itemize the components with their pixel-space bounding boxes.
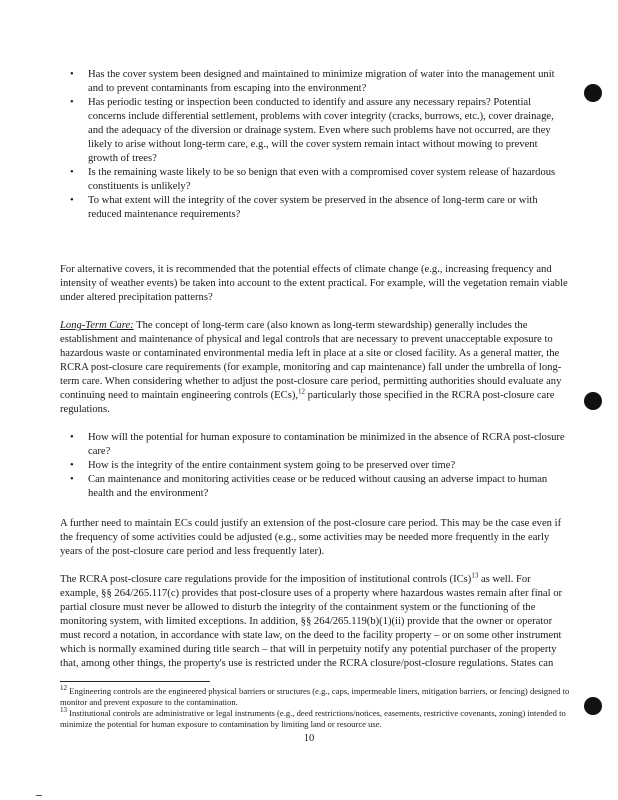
footnote-divider	[60, 681, 210, 682]
footnote-text: Institutional controls are administrative or legal instruments (e.g., deed restrictions/notices, easements, restrictive covenants, zoning) intended to minimize the potential for human exposure to contamination by limiting land or resource use.	[60, 708, 566, 729]
list-item: • Has periodic testing or inspection been conducted to identify and assure any necessary repairs? Potential concerns include differential settlement, problems with cover integrity (cracks, burrows, etc.), cover drainage, and the adequacy of the diversion or drainage system. Even where such problems have not occurred, are they likely to arise without long-term care, e.g., will the cover system remain intact without mowing to prevent growth of trees?	[88, 96, 570, 166]
punch-hole-bottom	[584, 697, 602, 715]
footnote-12	[60, 686, 570, 708]
scan-speck	[36, 795, 42, 796]
long-term-care-heading: Long-Term Care:	[60, 320, 134, 331]
list-item: • To what extent will the integrity of the cover system be preserved in the absence of long-term care or with reduced maintenance requirements?	[88, 194, 570, 222]
main-text	[60, 68, 570, 685]
long-term-care-body: The concept of long-term care (also known as long-term stewardship) generally includes the establishment and maintenance of physical and legal controls that are necessary to prevent unacceptable exposure to hazardous waste or contaminated environmental media left in place at a site or closed facility. As a general matter, the RCRA post-closure care requirements (for example, monitoring and cap maintenance) fall under the umbrella of long-term care. When considering whether to adjust the post-closure care period, permitting authorities should evaluate any continuing need to maintain engineering controls (ECs),	[60, 320, 562, 401]
footnote-ref-13: 13	[471, 571, 479, 580]
paragraph-further-need: A further need to maintain ECs could justify an extension of the post-closure care period. This may be the case even if the frequency of some activities could be adjusted (e.g., some activities may be needed more frequently in the early years of the post-closure care period and less frequently later).	[60, 518, 562, 557]
footnote-number: 12	[60, 684, 67, 693]
long-term-care-tail: particularly those specified in the RCRA post-closure care regulations.	[60, 390, 555, 415]
footnote-number: 13	[60, 706, 67, 715]
punch-hole-top	[584, 84, 602, 102]
ic-lead-text: The RCRA post-closure care regulations provide for the imposition of institutional controls (ICs)	[60, 574, 472, 585]
list-item: • How is the integrity of the entire containment system going to be preserved over time?	[88, 459, 570, 473]
footnote-text: Engineering controls are the engineered physical barriers or structures (e.g., caps, impermeable liners, mitigation barriers, or fencing) designed to monitor and prevent exposure to the contamination.	[60, 686, 570, 707]
footnotes	[60, 681, 570, 730]
bullet-list-exposure-questions	[60, 431, 570, 501]
ic-rest-text: as well. For example, §§ 264/265.117(c) provides that post-closure uses of a property where hazardous wastes remain after final or partial closure must never be allowed to disturb the integrity of the containment system or the functioning of the monitoring system, with limited exceptions. In addition, §§ 264/265.119(b)(1)(ii) provide that the owner or operator must record a notation, in accordance with state law, on the deed to the facility property – or on some other instrument which is normally examined during title search – that will in perpetuity notify any potential purchaser of the property that, among other things, the property's use is restricted under the RCRA closure/post-closure regulations. States can	[60, 574, 563, 669]
footnote-13	[60, 708, 570, 730]
list-item: • Has the cover system been designed and maintained to minimize migration of water into the management unit and to prevent contaminants from escaping into the environment?	[88, 68, 570, 96]
list-item: • Is the remaining waste likely to be so benign that even with a compromised cover system release of hazardous constituents is unlikely?	[88, 166, 570, 194]
list-item: • How will the potential for human exposure to contamination be minimized in the absence of RCRA post-closure care?	[88, 431, 570, 459]
list-item: • Can maintenance and monitoring activities cease or be reduced without causing an adverse impact to human health and the environment?	[88, 473, 570, 501]
punch-hole-middle	[584, 392, 602, 410]
paragraph-institutional-controls	[60, 573, 570, 671]
paragraph-alternative-covers: For alternative covers, it is recommended that the potential effects of climate change (e.g., increasing frequency and intensity of weather events) be taken into account to the extent practical. For example, will the vegetation remain viable under altered precipitation patterns?	[60, 264, 568, 303]
page-number: 10	[303, 733, 315, 744]
bullet-list-cover-questions	[60, 68, 570, 222]
footnote-ref-12: 12	[298, 387, 306, 396]
paragraph-long-term-care	[60, 319, 570, 417]
